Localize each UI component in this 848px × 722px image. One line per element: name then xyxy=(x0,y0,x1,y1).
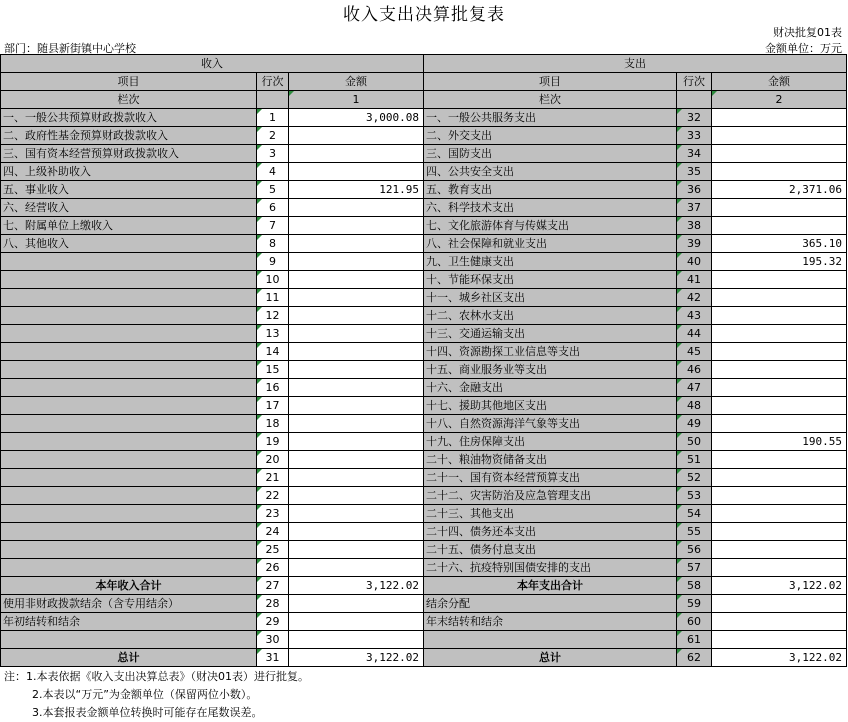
expense-row-number: 42 xyxy=(677,289,712,307)
expense-amount xyxy=(712,613,847,631)
income-amount xyxy=(289,397,424,415)
expense-amount xyxy=(712,163,847,181)
income-row-number: 16 xyxy=(257,379,289,397)
income-amount-header: 金额 xyxy=(289,73,424,91)
expense-row-number: 32 xyxy=(677,109,712,127)
income-item-name: 一、一般公共预算财政拨款收入 xyxy=(1,109,257,127)
expense-item-name: 九、卫生健康支出 xyxy=(424,253,677,271)
income-item-name xyxy=(1,253,257,271)
income-item-name xyxy=(1,271,257,289)
income-item-name xyxy=(1,361,257,379)
income-row-number: 6 xyxy=(257,199,289,217)
income-amount: 121.95 xyxy=(289,181,424,199)
income-row-number: 14 xyxy=(257,343,289,361)
income-row-number: 5 xyxy=(257,181,289,199)
income-amount xyxy=(289,325,424,343)
table-row xyxy=(1,595,847,613)
income-amount xyxy=(289,415,424,433)
expense-row-number: 34 xyxy=(677,145,712,163)
income-amount xyxy=(289,595,424,613)
grand-expense-amount: 3,122.02 xyxy=(712,649,847,667)
income-row-number: 9 xyxy=(257,253,289,271)
income-item-name: 六、经营收入 xyxy=(1,199,257,217)
grand-total-row xyxy=(1,649,847,667)
table-row xyxy=(1,325,847,343)
table-row xyxy=(1,199,847,217)
income-amount: 3,000.08 xyxy=(289,109,424,127)
income-section-header: 收入 xyxy=(1,55,424,73)
table-row xyxy=(1,235,847,253)
expense-item-name: 十三、交通运输支出 xyxy=(424,325,677,343)
income-amount xyxy=(289,505,424,523)
income-amount xyxy=(289,289,424,307)
expense-row-number: 36 xyxy=(677,181,712,199)
table-row xyxy=(1,379,847,397)
expense-item-name: 五、教育支出 xyxy=(424,181,677,199)
income-item-name: 三、国有资本经营预算财政拨款收入 xyxy=(1,145,257,163)
income-item-name xyxy=(1,307,257,325)
income-amount xyxy=(289,523,424,541)
income-item-name xyxy=(1,505,257,523)
table-row xyxy=(1,397,847,415)
expense-amount xyxy=(712,127,847,145)
income-amount xyxy=(289,235,424,253)
expense-row-number: 61 xyxy=(677,631,712,649)
expense-item-name: 二十五、债务付息支出 xyxy=(424,541,677,559)
expense-item-name: 年末结转和结余 xyxy=(424,613,677,631)
expense-item-name: 十、节能环保支出 xyxy=(424,271,677,289)
table-row xyxy=(1,253,847,271)
income-row-number: 10 xyxy=(257,271,289,289)
income-row-number: 2 xyxy=(257,127,289,145)
income-amount xyxy=(289,451,424,469)
expense-column-index: 2 xyxy=(712,91,847,109)
income-item-name xyxy=(1,433,257,451)
table-row xyxy=(1,559,847,577)
income-amount xyxy=(289,487,424,505)
table-row xyxy=(1,307,847,325)
income-item-name: 五、事业收入 xyxy=(1,181,257,199)
income-item-name xyxy=(1,325,257,343)
income-column-blank xyxy=(257,91,289,109)
expense-column-blank xyxy=(677,91,712,109)
income-item-name xyxy=(1,379,257,397)
income-amount xyxy=(289,631,424,649)
expense-item-name: 四、公共安全支出 xyxy=(424,163,677,181)
total-income-row-number: 27 xyxy=(257,577,289,595)
income-row-number: 12 xyxy=(257,307,289,325)
table-row xyxy=(1,145,847,163)
income-row-number: 24 xyxy=(257,523,289,541)
expense-item-name: 结余分配 xyxy=(424,595,677,613)
expense-row-number: 46 xyxy=(677,361,712,379)
expense-item-name: 二、外交支出 xyxy=(424,127,677,145)
income-amount xyxy=(289,559,424,577)
grand-expense-label: 总计 xyxy=(424,649,677,667)
income-column-index: 1 xyxy=(289,91,424,109)
expense-amount xyxy=(712,559,847,577)
expense-amount: 365.10 xyxy=(712,235,847,253)
expense-item-name: 八、社会保障和就业支出 xyxy=(424,235,677,253)
expense-row-number: 35 xyxy=(677,163,712,181)
table-row xyxy=(1,163,847,181)
expense-amount xyxy=(712,631,847,649)
notes xyxy=(4,668,309,722)
expense-amount xyxy=(712,505,847,523)
expense-item-name: 十七、援助其他地区支出 xyxy=(424,397,677,415)
grand-income-amount: 3,122.02 xyxy=(289,649,424,667)
income-row-number: 30 xyxy=(257,631,289,649)
expense-amount xyxy=(712,487,847,505)
table-row xyxy=(1,451,847,469)
expense-item-name: 二十、粮油物资储备支出 xyxy=(424,451,677,469)
expense-item-name: 二十六、抗疫特别国债安排的支出 xyxy=(424,559,677,577)
income-amount xyxy=(289,361,424,379)
income-item-name xyxy=(1,487,257,505)
total-income-amount: 3,122.02 xyxy=(289,577,424,595)
note-1: 注：1.本表依据《收入支出决算总表》（财决01表）进行批复。 xyxy=(4,670,309,683)
expense-item-name: 七、文化旅游体育与传媒支出 xyxy=(424,217,677,235)
expense-item-name: 二十三、其他支出 xyxy=(424,505,677,523)
expense-amount xyxy=(712,397,847,415)
expense-amount xyxy=(712,379,847,397)
income-row-number: 7 xyxy=(257,217,289,235)
expense-amount: 190.55 xyxy=(712,433,847,451)
expense-amount xyxy=(712,451,847,469)
total-row xyxy=(1,577,847,595)
total-expense-amount: 3,122.02 xyxy=(712,577,847,595)
income-item-name xyxy=(1,469,257,487)
expense-amount xyxy=(712,199,847,217)
expense-item-name: 十八、自然资源海洋气象等支出 xyxy=(424,415,677,433)
income-row-number: 20 xyxy=(257,451,289,469)
income-item-name: 年初结转和结余 xyxy=(1,613,257,631)
expense-row-number: 43 xyxy=(677,307,712,325)
expense-item-name: 二十二、灾害防治及应急管理支出 xyxy=(424,487,677,505)
expense-row-number: 59 xyxy=(677,595,712,613)
income-row-number: 17 xyxy=(257,397,289,415)
income-row-number: 8 xyxy=(257,235,289,253)
income-amount xyxy=(289,199,424,217)
total-expense-row-number: 58 xyxy=(677,577,712,595)
expense-row-number: 55 xyxy=(677,523,712,541)
expense-row-number: 37 xyxy=(677,199,712,217)
department-label: 部门：随县新街镇中心学校 xyxy=(4,42,136,55)
expense-row-number: 50 xyxy=(677,433,712,451)
income-row-number: 18 xyxy=(257,415,289,433)
expense-amount xyxy=(712,271,847,289)
table-row xyxy=(1,289,847,307)
income-amount xyxy=(289,613,424,631)
income-row-number: 1 xyxy=(257,109,289,127)
expense-rowno-header: 行次 xyxy=(677,73,712,91)
income-amount xyxy=(289,433,424,451)
income-item-name xyxy=(1,523,257,541)
expense-row-number: 40 xyxy=(677,253,712,271)
grand-income-row-number: 31 xyxy=(257,649,289,667)
income-item-name: 二、政府性基金预算财政拨款收入 xyxy=(1,127,257,145)
form-code: 财决批复01表 xyxy=(773,26,842,39)
income-row-number: 15 xyxy=(257,361,289,379)
expense-amount xyxy=(712,523,847,541)
table-row xyxy=(1,631,847,649)
expense-row-number: 52 xyxy=(677,469,712,487)
income-amount xyxy=(289,271,424,289)
expense-amount xyxy=(712,289,847,307)
expense-row-number: 38 xyxy=(677,217,712,235)
expense-item-name: 十六、金融支出 xyxy=(424,379,677,397)
expense-item-name: 二十一、国有资本经营预算支出 xyxy=(424,469,677,487)
table-row xyxy=(1,127,847,145)
expense-row-number: 48 xyxy=(677,397,712,415)
income-item-name xyxy=(1,541,257,559)
expense-item-name: 三、国防支出 xyxy=(424,145,677,163)
income-row-number: 11 xyxy=(257,289,289,307)
report-title: 收入支出决算批复表 xyxy=(343,5,505,25)
income-amount xyxy=(289,307,424,325)
income-item-name xyxy=(1,631,257,649)
income-amount xyxy=(289,127,424,145)
note-3: 3.本套报表金额单位转换时可能存在尾数误差。 xyxy=(32,706,263,719)
expense-item-name: 二十四、债务还本支出 xyxy=(424,523,677,541)
income-rowno-header: 行次 xyxy=(257,73,289,91)
expense-row-number: 39 xyxy=(677,235,712,253)
expense-item-name: 十五、商业服务业等支出 xyxy=(424,361,677,379)
income-row-number: 3 xyxy=(257,145,289,163)
table-row xyxy=(1,523,847,541)
income-item-name xyxy=(1,559,257,577)
income-amount xyxy=(289,163,424,181)
expense-row-number: 47 xyxy=(677,379,712,397)
table-row xyxy=(1,613,847,631)
table-row xyxy=(1,505,847,523)
expense-amount xyxy=(712,109,847,127)
table-row xyxy=(1,469,847,487)
expense-amount xyxy=(712,361,847,379)
income-row-number: 13 xyxy=(257,325,289,343)
income-amount xyxy=(289,343,424,361)
income-row-number: 22 xyxy=(257,487,289,505)
expense-section-header: 支出 xyxy=(424,55,847,73)
income-amount xyxy=(289,145,424,163)
expense-row-number: 60 xyxy=(677,613,712,631)
table-row xyxy=(1,109,847,127)
income-row-number: 23 xyxy=(257,505,289,523)
expense-row-number: 44 xyxy=(677,325,712,343)
expense-item-name: 十一、城乡社区支出 xyxy=(424,289,677,307)
expense-amount xyxy=(712,595,847,613)
income-expense-table xyxy=(0,54,847,667)
income-row-number: 26 xyxy=(257,559,289,577)
income-row-number: 21 xyxy=(257,469,289,487)
table-row xyxy=(1,433,847,451)
expense-amount: 2,371.06 xyxy=(712,181,847,199)
expense-row-number: 41 xyxy=(677,271,712,289)
table-row xyxy=(1,343,847,361)
income-item-header: 项目 xyxy=(1,73,257,91)
income-amount xyxy=(289,541,424,559)
expense-amount-header: 金额 xyxy=(712,73,847,91)
total-expense-label: 本年支出合计 xyxy=(424,577,677,595)
expense-item-name: 十四、资源勘探工业信息等支出 xyxy=(424,343,677,361)
expense-item-name: 一、一般公共服务支出 xyxy=(424,109,677,127)
expense-item-name xyxy=(424,631,677,649)
expense-item-name: 六、科学技术支出 xyxy=(424,199,677,217)
income-item-name xyxy=(1,397,257,415)
grand-expense-row-number: 62 xyxy=(677,649,712,667)
income-item-name xyxy=(1,415,257,433)
amount-unit-label: 金额单位：万元 xyxy=(765,42,842,55)
income-item-name: 四、上级补助收入 xyxy=(1,163,257,181)
expense-row-number: 45 xyxy=(677,343,712,361)
expense-item-name: 十九、住房保障支出 xyxy=(424,433,677,451)
table-row xyxy=(1,487,847,505)
table-row xyxy=(1,217,847,235)
income-item-name: 八、其他收入 xyxy=(1,235,257,253)
expense-row-number: 57 xyxy=(677,559,712,577)
income-row-number: 19 xyxy=(257,433,289,451)
expense-column-label: 栏次 xyxy=(424,91,677,109)
income-amount xyxy=(289,469,424,487)
expense-amount xyxy=(712,469,847,487)
income-item-name: 七、附属单位上缴收入 xyxy=(1,217,257,235)
table-row xyxy=(1,415,847,433)
table-row xyxy=(1,181,847,199)
expense-row-number: 51 xyxy=(677,451,712,469)
income-row-number: 4 xyxy=(257,163,289,181)
table-row xyxy=(1,541,847,559)
expense-amount xyxy=(712,145,847,163)
expense-amount xyxy=(712,325,847,343)
expense-row-number: 56 xyxy=(677,541,712,559)
income-item-name: 使用非财政拨款结余（含专用结余） xyxy=(1,595,257,613)
expense-amount: 195.32 xyxy=(712,253,847,271)
expense-amount xyxy=(712,307,847,325)
income-row-number: 25 xyxy=(257,541,289,559)
income-item-name xyxy=(1,289,257,307)
expense-amount xyxy=(712,217,847,235)
expense-item-header: 项目 xyxy=(424,73,677,91)
expense-row-number: 33 xyxy=(677,127,712,145)
table-row xyxy=(1,271,847,289)
income-item-name xyxy=(1,343,257,361)
total-income-label: 本年收入合计 xyxy=(1,577,257,595)
expense-row-number: 53 xyxy=(677,487,712,505)
note-2: 2.本表以“万元”为金额单位（保留两位小数）。 xyxy=(32,688,258,701)
expense-item-name: 十二、农林水支出 xyxy=(424,307,677,325)
income-amount xyxy=(289,379,424,397)
income-amount xyxy=(289,217,424,235)
income-column-label: 栏次 xyxy=(1,91,257,109)
expense-row-number: 49 xyxy=(677,415,712,433)
expense-row-number: 54 xyxy=(677,505,712,523)
table-row xyxy=(1,361,847,379)
grand-income-label: 总计 xyxy=(1,649,257,667)
income-row-number: 29 xyxy=(257,613,289,631)
expense-amount xyxy=(712,415,847,433)
expense-amount xyxy=(712,343,847,361)
income-item-name xyxy=(1,451,257,469)
expense-amount xyxy=(712,541,847,559)
income-amount xyxy=(289,253,424,271)
income-row-number: 28 xyxy=(257,595,289,613)
